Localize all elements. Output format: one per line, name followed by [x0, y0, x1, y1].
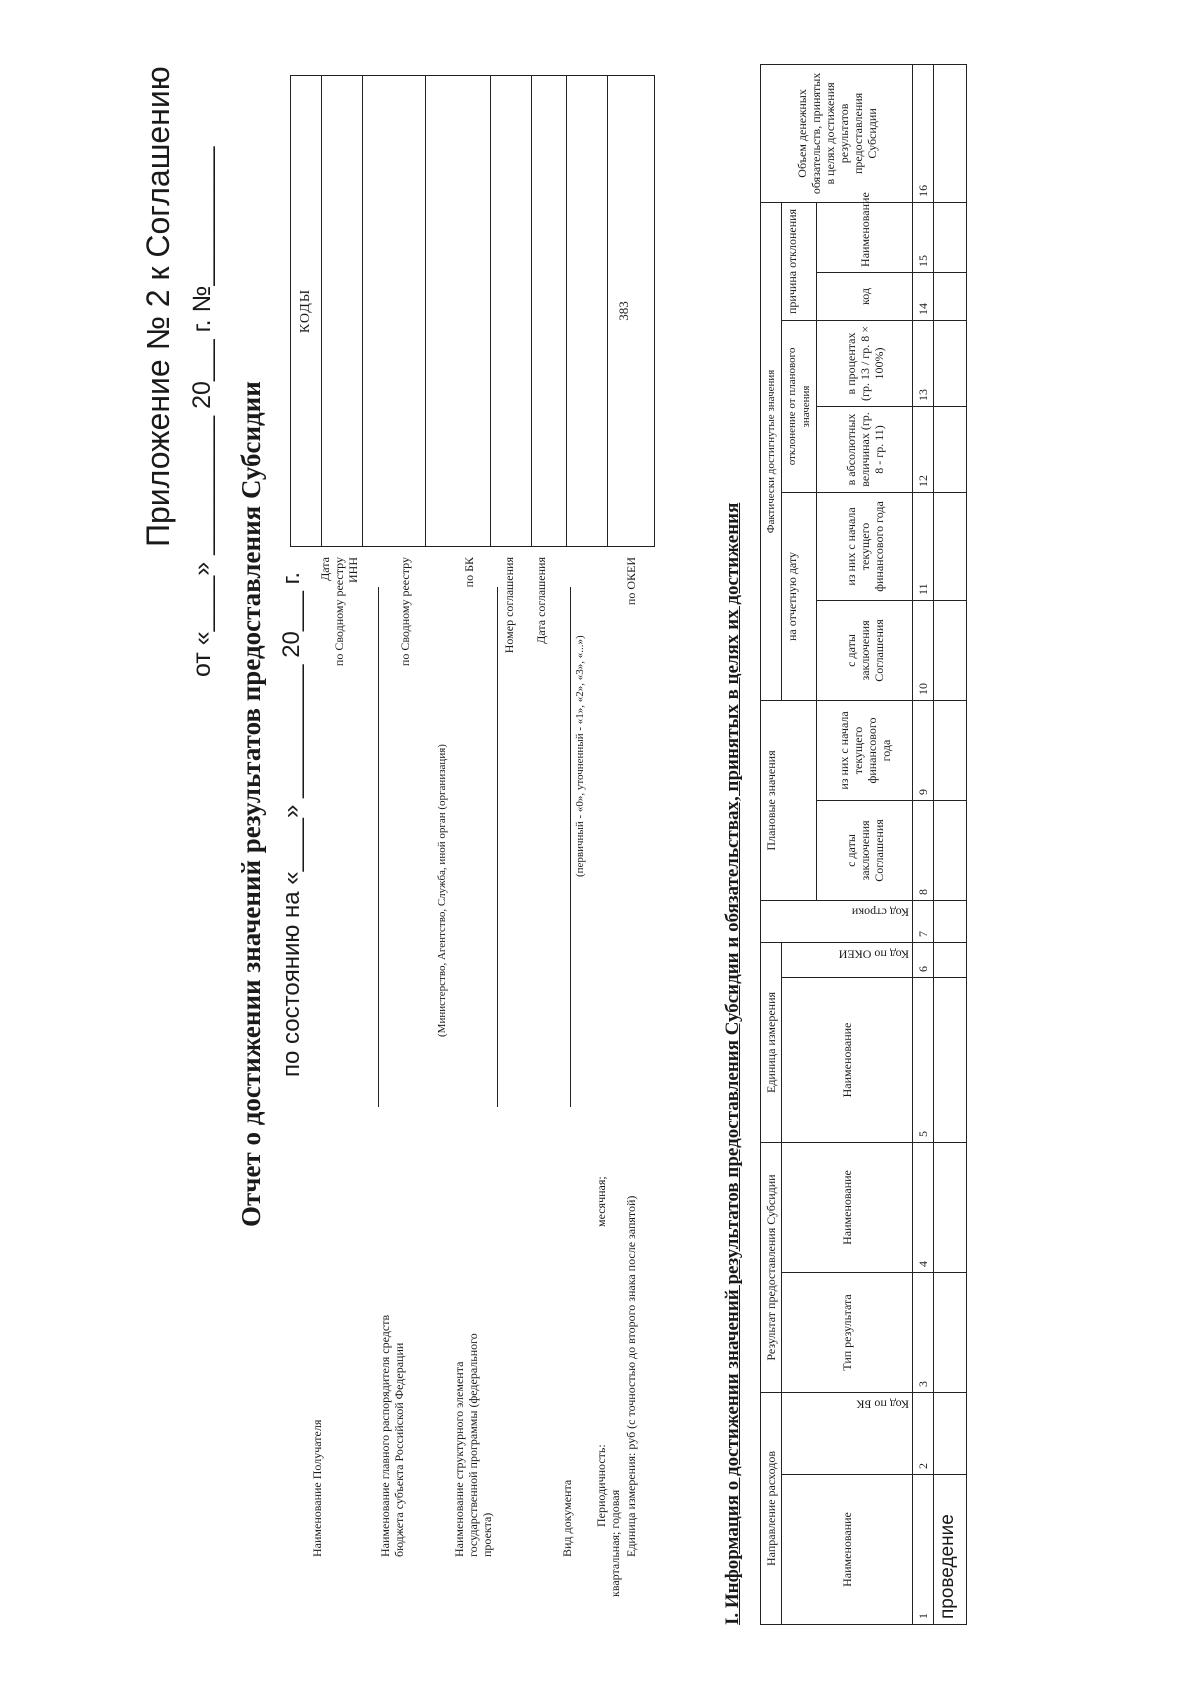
th-plan-since-year: из них с начала текущего финансового года — [817, 700, 913, 800]
th-unit: Единица измерения — [761, 942, 782, 1142]
table-cell — [934, 406, 967, 492]
col-number: 14 — [913, 272, 934, 320]
col-number: 8 — [913, 800, 934, 900]
th-actual-since-agreement: с даты заключения Соглашения — [817, 600, 913, 700]
th-on-report-date: на отчетную дату — [782, 492, 817, 700]
periodicity-value: месячная; — [594, 1176, 608, 1227]
table-cell — [934, 272, 967, 320]
th-bk-code: Код по БК — [782, 1392, 913, 1474]
col-number: 15 — [913, 202, 934, 272]
code-cell-okei: 383 — [616, 301, 631, 321]
recipient-label: Наименование Получателя — [310, 1419, 324, 1557]
th-okei: Код по ОКЕИ — [782, 942, 913, 977]
results-table — [760, 64, 967, 1625]
codes-box — [290, 75, 655, 547]
doc-type-line — [570, 587, 571, 1107]
section-title: I. Информация о достижении значений результатов предоставления Субсидии и обязательствах, принятых в целях их достижения — [722, 502, 743, 1625]
th-deviation-percent: в процентах (гр. 13 / гр. 8 × 100%) — [817, 320, 913, 406]
code-label-registry: по Сводному реестру — [398, 557, 412, 667]
doc-type-hint: (первичный - «0», уточненный - «1», «2», «3», «...») — [574, 635, 586, 877]
col-number: 2 — [913, 1392, 934, 1474]
chief-manager-label: Наименование главного распорядителя средств бюджета субъекта Российской Федерации — [378, 1314, 406, 1557]
th-expense-direction: Направление расходов — [761, 1392, 782, 1624]
appendix-date-line: от «____» __________ 20___ г. №__________ — [188, 146, 216, 677]
col-number: 7 — [913, 900, 934, 942]
table-cell — [934, 700, 967, 800]
col-number: 3 — [913, 1272, 934, 1392]
code-label-date: Дата — [318, 557, 332, 581]
row-label: проведение — [934, 1475, 967, 1625]
col-number: 10 — [913, 600, 934, 700]
th-actual: Фактически достигнутые значения — [761, 202, 782, 700]
th-reason-code: код — [817, 272, 913, 320]
code-label-registry-inn: по Сводному реестру ИНН — [332, 557, 360, 667]
col-number: 16 — [913, 64, 934, 202]
code-label-bk: по БК — [462, 557, 476, 588]
table-cell — [934, 64, 967, 202]
code-cell-registry — [426, 76, 491, 546]
th-deviation: отклонение от планового значения — [782, 320, 817, 492]
chief-manager-line — [378, 587, 379, 1107]
th-reason: причина отклонения — [782, 202, 817, 320]
code-label-agreement-no: Номер соглашения — [502, 557, 516, 654]
col-number: 11 — [913, 492, 934, 600]
table-cell — [934, 1392, 967, 1474]
th-plan-since-agreement: с даты заключения Соглашения — [817, 800, 913, 900]
th-actual-since-year: из них с начала текущего финансового года — [817, 492, 913, 600]
th-result: Результат предоставления Субсидии — [761, 1142, 782, 1392]
code-cell-registry-inn — [363, 76, 426, 546]
table-cell — [934, 942, 967, 977]
th-expense-name: Наименование — [782, 1475, 913, 1625]
report-as-of: по состоянию на «____» __________ 20___ г. — [278, 571, 305, 1077]
structural-element-line — [497, 587, 498, 1107]
th-deviation-abs: в абсолютных величинах (гр. 8 - гр. 11) — [817, 406, 913, 492]
col-number: 12 — [913, 406, 934, 492]
col-number: 1 — [913, 1475, 934, 1625]
code-cell-agreement-no — [532, 76, 567, 546]
th-row-code: Код строки — [761, 900, 913, 942]
table-cell — [934, 320, 967, 406]
table-row — [934, 64, 967, 1624]
th-planned: Плановые значения — [761, 700, 817, 900]
col-number: 4 — [913, 1142, 934, 1272]
th-obligations: Объем денежных обязательств, принятых в целях достижения результатов предоставления Субсидии — [761, 64, 913, 202]
code-label-okei: по ОКЕИ — [624, 557, 638, 606]
th-result-type: Тип результата — [782, 1272, 913, 1392]
doc-type-label: Вид документа — [560, 1479, 574, 1557]
th-result-name: Наименование — [782, 1142, 913, 1272]
appendix-title: Приложение № 2 к Соглашению — [140, 66, 176, 547]
table-cell — [934, 492, 967, 600]
table-cell — [934, 977, 967, 1142]
table-cell — [934, 1142, 967, 1272]
column-number-row — [913, 64, 934, 1624]
code-cell-bk — [491, 76, 532, 546]
col-number: 13 — [913, 320, 934, 406]
table-cell — [934, 202, 967, 272]
structural-element-label: Наименование структурного элемента государственной программы (федерального проекта) — [452, 1333, 494, 1557]
th-reason-name: Наименование — [817, 202, 913, 272]
table-cell — [934, 600, 967, 700]
th-unit-name: Наименование — [782, 977, 913, 1142]
code-label-agreement-date: Дата соглашения — [534, 557, 548, 644]
code-cell-date — [322, 76, 363, 546]
code-cell-agreement-date — [567, 76, 608, 546]
col-number: 6 — [913, 942, 934, 977]
table-cell — [934, 1272, 967, 1392]
chief-manager-hint: (Министерство, Агентство, Служба, иной орган (организация) — [436, 744, 448, 1037]
table-cell — [934, 800, 967, 900]
report-title: Отчет о достижении значений результатов предоставления Субсидии — [236, 381, 266, 1227]
table-cell — [934, 900, 967, 942]
unit-label: Единица измерения: руб (с точностью до второго знака после запятой) — [624, 1195, 638, 1557]
periodicity-label: Периодичность: — [594, 1444, 608, 1527]
col-number: 5 — [913, 977, 934, 1142]
col-number: 9 — [913, 700, 934, 800]
periodicity-value-2: квартальная; годовая — [608, 1489, 622, 1597]
codes-header: КОДЫ — [291, 76, 322, 546]
